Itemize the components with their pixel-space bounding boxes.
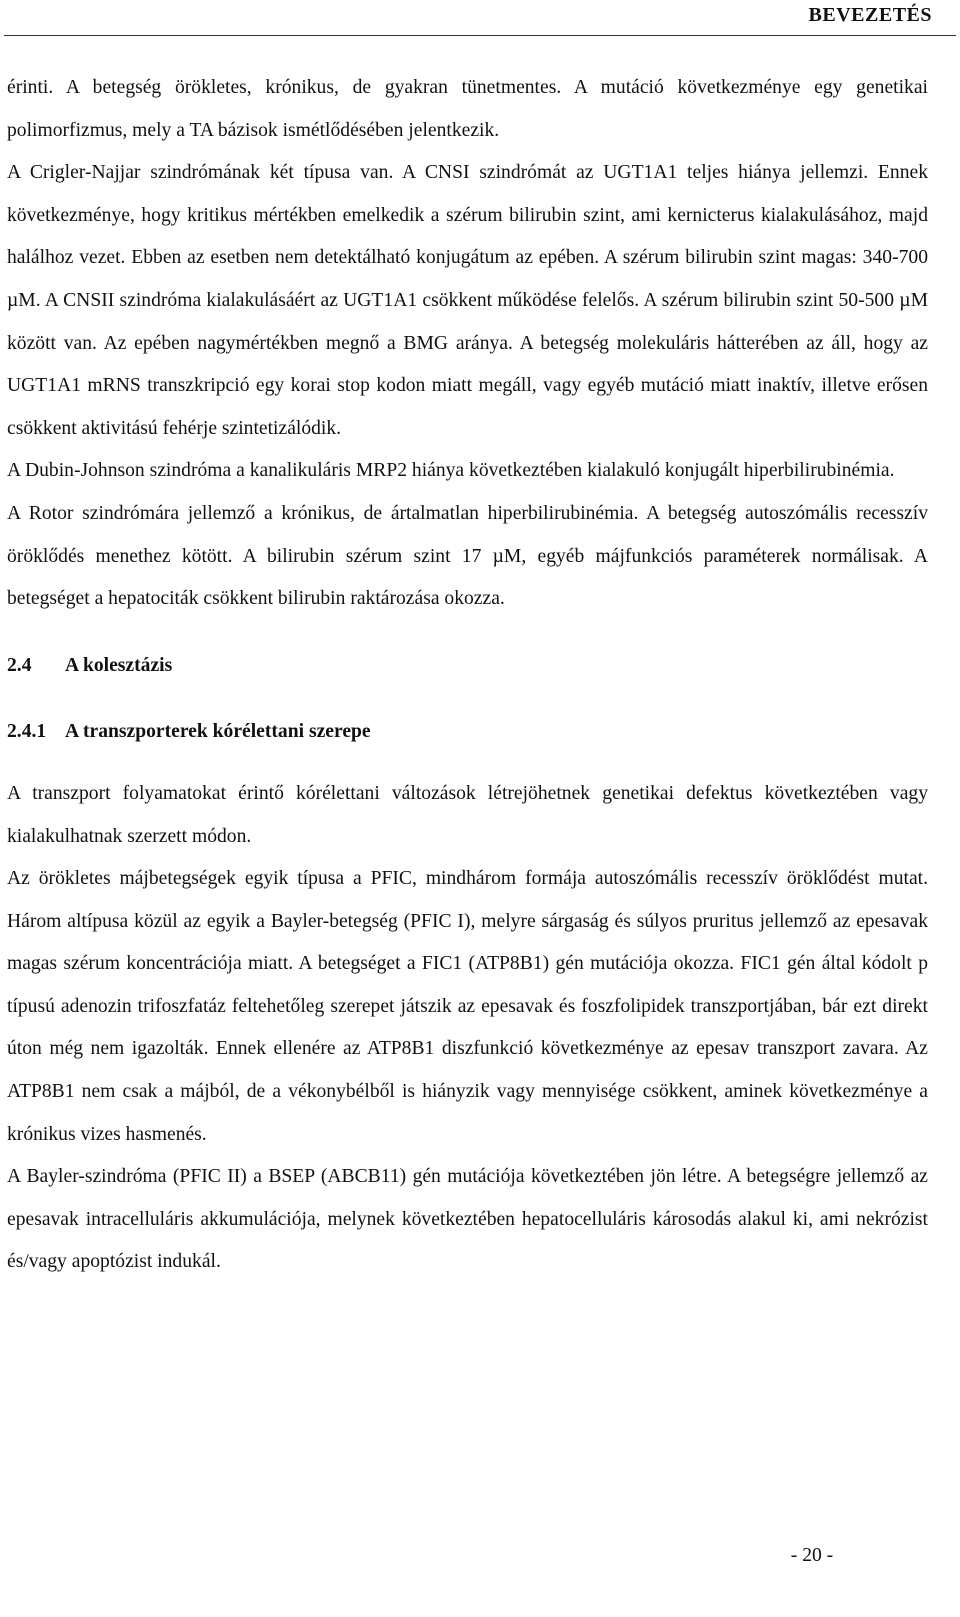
section-heading	[7, 645, 928, 688]
section-number: 2.4	[7, 654, 32, 676]
page-number: - 20 -	[790, 1545, 834, 1566]
subsection-title: A transzporterek kórélettani szerepe	[65, 721, 371, 743]
paragraph-crigler-najjar: A Crigler-Najjar szindrómának két típusa van. A CNSI szindrómát az UGT1A1 teljes hiánya jellemzi. Ennek következménye, hogy kritikus mértékben emelkedik a szérum bilirubin szint, ami kernicterus kialakulásához, majd halálhoz vezet. Ebben az esetben nem detektálható konjugátum az epében. A szérum bilirubin szint magas: 340-700 µM. A CNSII szindróma kialakulásáért az UGT1A1 csökkent működése felelős. A szérum bilirubin szint 50-500 µM között van. Az epében nagymértékben megnő a BMG aránya. A betegség molekuláris hátterében az áll, hogy az UGT1A1 mRNS transzkripció egy korai stop kodon miatt megáll, vagy egyéb mutáció miatt inaktív, illetve erősen csökkent aktivitású fehérje szintetizálódik.	[7, 162, 928, 439]
paragraph-bayler-syndrome: A Bayler-szindróma (PFIC II) a BSEP (ABCB11) gén mutációja következtében jön létre. A betegségre jellemző az epesavak intracelluláris akkumulációja, melynek következtében hepatocelluláris károsodás alakul ki, ami nekrózist és/vagy apoptózist indukál.	[7, 1166, 928, 1273]
paragraph-dubin-johnson: A Dubin-Johnson szindróma a kanalikuláris MRP2 hiánya következtében kialakuló konjugált hiperbilirubinémia.	[7, 460, 895, 482]
paragraph-rotor: A Rotor szindrómára jellemző a krónikus, de ártalmatlan hiperbilirubinémia. A betegség autoszómális recesszív öröklődés menethez kötött. A bilirubin szérum szint 17 µM, egyéb májfunkciós paraméterek normálisak. A betegséget a hepatociták csökkent bilirubin raktározása okozza.	[7, 502, 928, 610]
running-header: BEVEZETÉS	[808, 4, 932, 26]
section-title: A kolesztázis	[65, 654, 173, 676]
subsection-number: 2.4.1	[7, 721, 47, 743]
subsection-heading	[7, 711, 928, 754]
paragraph-pfic: Az örökletes májbetegségek egyik típusa a PFIC, mindhárom formája autoszómális recesszív öröklődést mutat. Három altípusa közül az egyik a Bayler-betegség (PFIC I), melyre sárgaság és súlyos pruritus jellemző az epesavak magas szérum koncentrációja miatt. A betegséget a FIC1 (ATP8B1) gén mutációja okozza. FIC1 gén által kódolt p típusú adenozin trifoszfatáz feltehetőleg szerepet játszik az epesavak és foszfolipidek transzportjában, bár ezt direkt úton még nem igazolták. Ennek ellenére az ATP8B1 diszfunkció következménye az epesav transzport zavara. Az ATP8B1 nem csak a májból, de a vékonybélből is hiányzik vagy mennyisége csökkent, aminek következménye a krónikus vizes hasmenés.	[7, 868, 928, 1145]
paragraph-gilbert-end: érinti. A betegség örökletes, krónikus, de gyakran tünetmentes. A mutáció következménye egy genetikai polimorfizmus, mely a TA bázisok ismétlődésében jelentkezik.	[7, 77, 928, 141]
header-divider	[4, 35, 956, 36]
page-body	[7, 67, 928, 1284]
paragraph-transport: A transzport folyamatokat érintő kórélettani változások létrejöhetnek genetikai defektus következtében vagy kialakulhatnak szerzett módon.	[7, 782, 928, 847]
page-footer	[0, 1545, 960, 1567]
